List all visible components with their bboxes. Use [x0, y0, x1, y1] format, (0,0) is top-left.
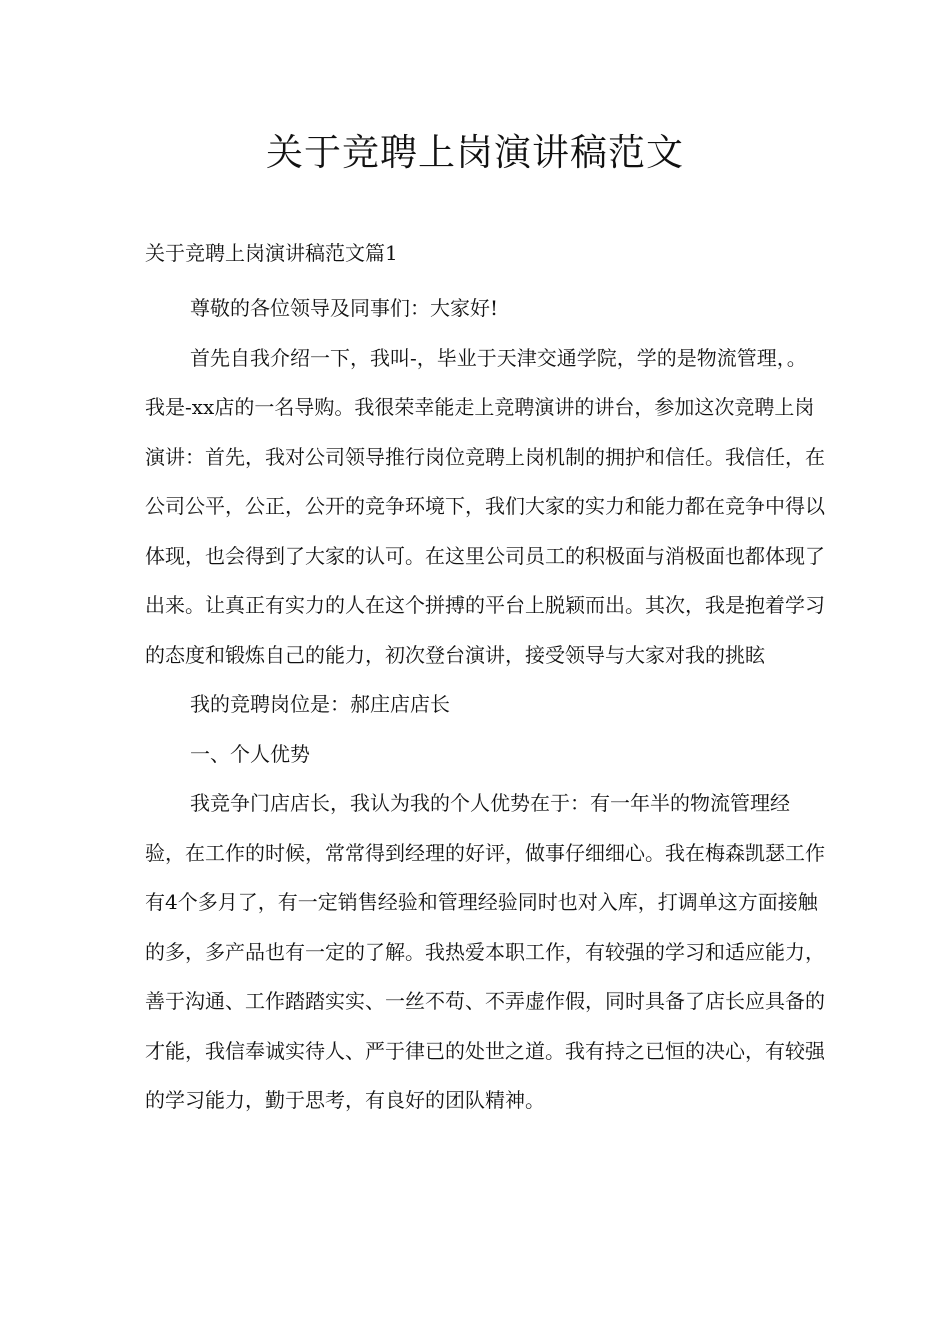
- document-body: [145, 284, 825, 1126]
- section-heading-advantages: 一、个人优势: [190, 741, 310, 766]
- paragraph-position: 我的竞聘岗位是：郝庄店店长: [190, 692, 450, 716]
- paragraph-advantages: 我竞争门店店长，我认为我的个人优势在于：有一年半的物流管理经验，在工作的时候，常常得到经理的好评，做事仔细细心。我在梅森凯瑟工作有4个多月了，有一定销售经验和管理经验同时也对入库，打调单这方面接触的多，多产品也有一定的了解。我热爱本职工作，有较强的学习和适应能力，善于沟通、工作踏踏实实、一丝不苟、不弄虚作假，同时具备了店长应具备的才能，我信奉诚实待人、严于律已的处世之道。我有持之已恒的决心，有较强的学习能力，勤于思考，有良好的团队精神。: [145, 791, 825, 1112]
- document-subtitle: 关于竞聘上岗演讲稿范文篇1: [145, 241, 398, 265]
- paragraph-introduction: 首先自我介绍一下，我叫-，毕业于天津交通学院，学的是物流管理，。我是-xx店的一名导购。我很荣幸能走上竞聘演讲的讲台，参加这次竞聘上岗演讲：首先，我对公司领导推行岗位竞聘上岗机制的拥护和信任。我信任，在公司公平，公正，公开的竞争环境下，我们大家的实力和能力都在竞争中得以体现，也会得到了大家的认可。在这里公司员工的积极面与消极面也都体现了出来。让真正有实力的人在这个拼搏的平台上脱颖而出。其次，我是抱着学习的态度和锻炼自己的能力，初次登台演讲，接受领导与大家对我的挑眩: [145, 345, 825, 667]
- paragraph-greeting: 尊敬的各位领导及同事们：大家好!: [190, 296, 499, 320]
- document-title: 关于竞聘上岗演讲稿范文: [266, 131, 684, 174]
